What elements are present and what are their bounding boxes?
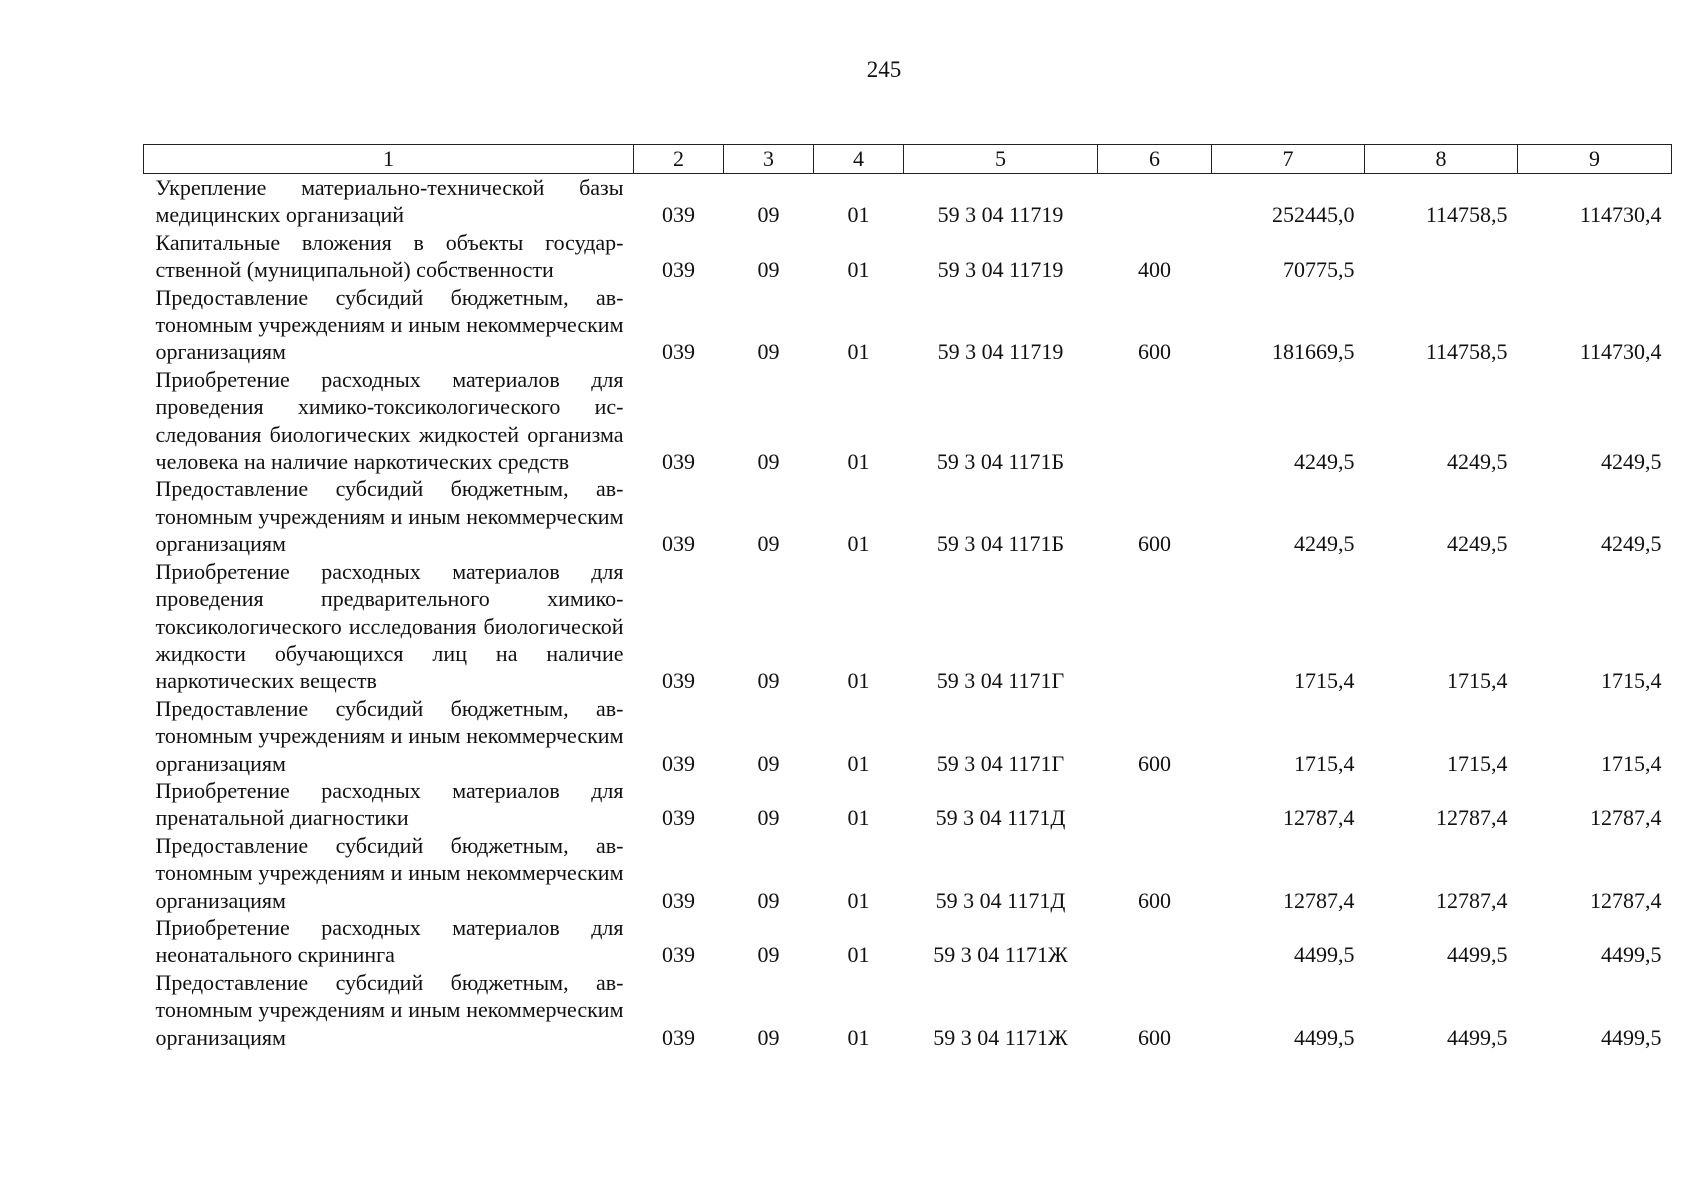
- section-code: 09: [757, 339, 780, 365]
- expense-name: Предоставление субсидий бюджетным, автономным учреждениям и иным некоммерческим организациям: [155, 969, 624, 1050]
- subsection-code: 01: [847, 531, 870, 557]
- amount-col-7: 1715,4: [1294, 750, 1355, 776]
- page-number: 245: [866, 57, 902, 82]
- expense-name: Предоставление субсидий бюджетным, автономным учреждениям и иным некоммерческим организациям: [155, 832, 624, 913]
- table-row: [144, 695, 1672, 777]
- amount-col-7: 1715,4: [1294, 668, 1355, 694]
- target-article-code: 59 3 04 1171Г: [936, 750, 1065, 776]
- target-article-code: 59 3 04 1171Д: [935, 805, 1066, 831]
- subsection-code: 01: [847, 202, 870, 228]
- column-header-4: 4: [814, 145, 904, 174]
- expense-type-code: 400: [1138, 257, 1171, 283]
- ministry-code: 039: [662, 750, 695, 776]
- amount-col-9: 114730,4: [1579, 202, 1662, 228]
- column-header-7: 7: [1212, 145, 1365, 174]
- subsection-code: 01: [847, 668, 870, 694]
- target-article-code: 59 3 04 1171Ж: [933, 942, 1068, 968]
- table-row: [144, 777, 1672, 832]
- target-article-code: 59 3 04 11719: [937, 202, 1064, 228]
- expense-type-code: 600: [1138, 1024, 1171, 1050]
- ministry-code: 039: [662, 668, 695, 694]
- table-row: [144, 969, 1672, 1051]
- ministry-code: 039: [662, 202, 695, 228]
- expense-name: Приобретение расходных материалов для пренатальной диагностики: [155, 777, 624, 831]
- column-header-5: 5: [904, 145, 1098, 174]
- amount-col-8: 4499,5: [1447, 1024, 1508, 1050]
- ministry-code: 039: [662, 531, 695, 557]
- expense-name: Приобретение расходных материалов для проведения химико-токсикологического исследования биологических жидкостей организма человека на наличие наркотических средств: [155, 366, 624, 475]
- section-code: 09: [757, 750, 780, 776]
- section-code: 09: [757, 805, 780, 831]
- target-article-code: 59 3 04 11719: [937, 257, 1064, 283]
- expense-name: Предоставление субсидий бюджетным, автономным учреждениям и иным некоммерческим организациям: [155, 695, 624, 776]
- expense-name: Предоставление субсидий бюджетным, автономным учреждениям и иным некоммерческим организациям: [155, 284, 624, 365]
- budget-table: [143, 144, 1672, 1051]
- amount-col-9: 1715,4: [1601, 750, 1662, 776]
- table-row: [144, 366, 1672, 476]
- amount-col-8: 4499,5: [1447, 942, 1508, 968]
- target-article-code: 59 3 04 1171Б: [936, 449, 1065, 475]
- table-row: [144, 558, 1672, 695]
- amount-col-8: [1365, 229, 1518, 284]
- amount-col-7: 4249,5: [1294, 531, 1355, 557]
- expense-name: Укрепление материально-технической базы медицинских организаций: [155, 175, 624, 228]
- section-code: 09: [757, 1024, 780, 1050]
- expense-name: Предоставление субсидий бюджетным, автономным учреждениям и иным некоммерческим организациям: [155, 476, 624, 557]
- amount-col-7: 4499,5: [1294, 1024, 1355, 1050]
- ministry-code: 039: [662, 805, 695, 831]
- subsection-code: 01: [847, 449, 870, 475]
- expense-name: Приобретение расходных материалов для проведения предварительного химико-токсикологического исследования биологической жидкости обучающихся лиц на наличие наркотических веществ: [155, 558, 624, 694]
- column-header-3: 3: [724, 145, 814, 174]
- subsection-code: 01: [847, 339, 870, 365]
- target-article-code: 59 3 04 1171Б: [936, 531, 1065, 557]
- subsection-code: 01: [847, 887, 870, 913]
- section-code: 09: [757, 942, 780, 968]
- expense-type-code: [1098, 366, 1212, 476]
- section-code: 09: [757, 202, 780, 228]
- column-header-9: 9: [1518, 145, 1672, 174]
- section-code: 09: [757, 449, 780, 475]
- target-article-code: 59 3 04 11719: [937, 339, 1064, 365]
- expense-type-code: 600: [1138, 339, 1171, 365]
- amount-col-7: 4499,5: [1294, 942, 1355, 968]
- ministry-code: 039: [662, 942, 695, 968]
- amount-col-8: 1715,4: [1447, 668, 1508, 694]
- amount-col-9: 4249,5: [1601, 449, 1662, 475]
- amount-col-9: 4499,5: [1601, 942, 1662, 968]
- expense-type-code: [1098, 174, 1212, 229]
- amount-col-9: 12787,4: [1590, 887, 1662, 913]
- table-row: [144, 832, 1672, 914]
- amount-col-8: 1715,4: [1447, 750, 1508, 776]
- table-row: [144, 914, 1672, 969]
- amount-col-9: [1518, 229, 1672, 284]
- subsection-code: 01: [847, 257, 870, 283]
- amount-col-7: 12787,4: [1283, 805, 1355, 831]
- table-row: [144, 475, 1672, 557]
- amount-col-8: 12787,4: [1436, 805, 1508, 831]
- column-header-2: 2: [634, 145, 724, 174]
- amount-col-8: 4249,5: [1447, 449, 1508, 475]
- ministry-code: 039: [662, 1024, 695, 1050]
- table-row: [144, 174, 1672, 229]
- subsection-code: 01: [847, 942, 870, 968]
- amount-col-7: 12787,4: [1283, 887, 1355, 913]
- section-code: 09: [757, 531, 780, 557]
- column-header-6: 6: [1098, 145, 1212, 174]
- subsection-code: 01: [847, 750, 870, 776]
- expense-type-code: 600: [1138, 750, 1171, 776]
- target-article-code: 59 3 04 1171Д: [935, 887, 1066, 913]
- expense-type-code: [1098, 914, 1212, 969]
- table-row: [144, 284, 1672, 366]
- expense-type-code: [1098, 777, 1212, 832]
- ministry-code: 039: [662, 449, 695, 475]
- amount-col-7: 181669,5: [1272, 339, 1355, 365]
- column-header-8: 8: [1365, 145, 1518, 174]
- section-code: 09: [757, 668, 780, 694]
- expense-type-code: [1098, 558, 1212, 695]
- amount-col-9: 1715,4: [1601, 668, 1662, 694]
- subsection-code: 01: [847, 1024, 870, 1050]
- amount-col-8: 12787,4: [1436, 887, 1508, 913]
- ministry-code: 039: [662, 887, 695, 913]
- amount-col-7: 70775,5: [1283, 257, 1355, 283]
- ministry-code: 039: [662, 339, 695, 365]
- section-code: 09: [757, 257, 780, 283]
- expense-type-code: 600: [1138, 531, 1171, 557]
- amount-col-9: 4499,5: [1601, 1024, 1662, 1050]
- section-code: 09: [757, 887, 780, 913]
- expense-name: Капитальные вложения в объекты государственной (муниципальной) собственности: [155, 229, 624, 283]
- subsection-code: 01: [847, 805, 870, 831]
- ministry-code: 039: [662, 257, 695, 283]
- column-header-1: 1: [144, 145, 634, 174]
- amount-col-9: 4249,5: [1601, 531, 1662, 557]
- expense-name: Приобретение расходных материалов для неонатального скрининга: [155, 914, 624, 968]
- amount-col-7: 4249,5: [1294, 449, 1355, 475]
- expense-type-code: 600: [1138, 887, 1171, 913]
- target-article-code: 59 3 04 1171Ж: [933, 1024, 1068, 1050]
- amount-col-7: 252445,0: [1272, 202, 1355, 228]
- amount-col-8: 4249,5: [1447, 531, 1508, 557]
- amount-col-9: 12787,4: [1590, 805, 1662, 831]
- amount-col-8: 114758,5: [1425, 339, 1508, 365]
- table-row: [144, 229, 1672, 284]
- amount-col-9: 114730,4: [1579, 339, 1662, 365]
- amount-col-8: 114758,5: [1425, 202, 1508, 228]
- table-header-row: [144, 145, 1672, 174]
- target-article-code: 59 3 04 1171Г: [936, 668, 1065, 694]
